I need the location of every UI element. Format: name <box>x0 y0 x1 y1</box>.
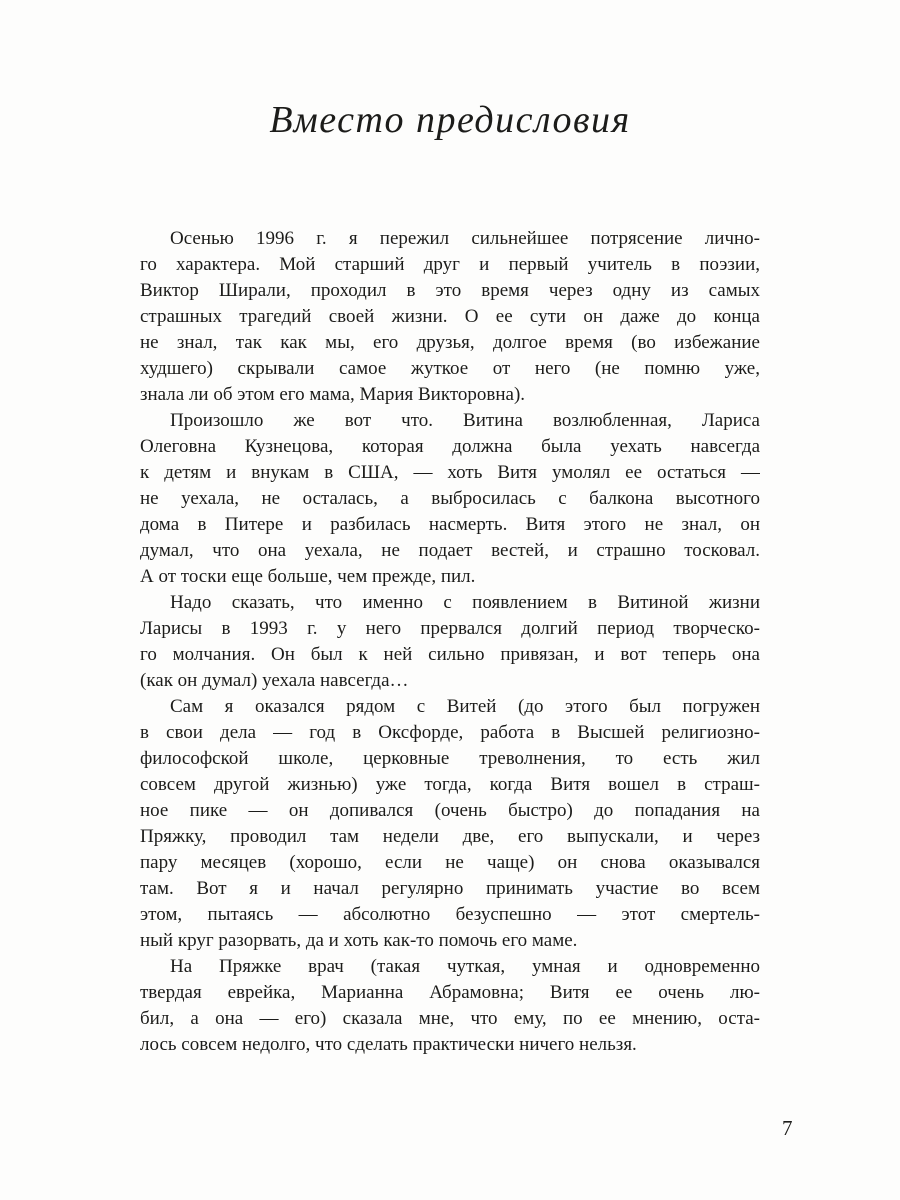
text-line: (как он думал) уехала навсегда… <box>140 670 409 691</box>
text-line: дома в Питере и разбилась насмерть. Витя этого не знал, он <box>140 514 760 535</box>
text-line: го характера. Мой старший друг и первый учитель в поэзии, <box>140 254 760 275</box>
text-line: бил, а она — его) сказала мне, что ему, по ее мнению, оста- <box>140 1008 760 1029</box>
text-line: думал, что она уехала, не подает вестей, и страшно тосковал. <box>140 540 760 561</box>
paragraph <box>140 590 760 694</box>
text-line: не уехала, не осталась, а выбросилась с балкона высотного <box>140 488 760 509</box>
text-line: знала ли об этом его мама, Мария Викторовна). <box>140 384 526 405</box>
text-line: Произошло же вот что. Витина возлюбленная, Лариса <box>170 410 760 431</box>
paragraph <box>140 226 760 408</box>
text-line: Виктор Ширали, проходил в это время через одну из самых <box>140 280 760 301</box>
text-line: ное пике — он допивался (очень быстро) до попадания на <box>140 800 760 821</box>
text-line: На Пряжке врач (такая чуткая, умная и одновременно <box>170 956 760 977</box>
text-line: Осенью 1996 г. я пережил сильнейшее потрясение лично- <box>170 228 760 249</box>
paragraph <box>140 954 760 1058</box>
text-line: этом, пытаясь — абсолютно безуспешно — этот смертель- <box>140 904 760 925</box>
text-line: не знал, так как мы, его друзья, долгое время (во избежание <box>140 332 760 353</box>
text-line: Ларисы в 1993 г. у него прервался долгий период творческо- <box>140 618 760 639</box>
text-line: А от тоски еще больше, чем прежде, пил. <box>140 566 476 587</box>
paragraph <box>140 408 760 590</box>
text-line: философской школе, церковные треволнения, то есть жил <box>140 748 760 769</box>
text-line: худшего) скрывали самое жуткое от него (не помню уже, <box>140 358 760 379</box>
text-line: к детям и внукам в США, — хоть Витя умолял ее остаться — <box>140 462 760 483</box>
text-line: в свои дела — год в Оксфорде, работа в Высшей религиозно- <box>140 722 760 743</box>
text-line: пару месяцев (хорошо, если не чаще) он снова оказывался <box>140 852 760 873</box>
page-number: 7 <box>782 1116 793 1140</box>
text-line: Олеговна Кузнецова, которая должна была уехать навсегда <box>140 436 760 457</box>
chapter-title: Вместо предисловия <box>269 99 631 141</box>
text-line: Сам я оказался рядом с Витей (до этого был погружен <box>170 696 760 717</box>
text-line: го молчания. Он был к ней сильно привязан, и вот теперь она <box>140 644 760 665</box>
text-line: Надо сказать, что именно с появлением в Витиной жизни <box>170 592 760 613</box>
text-line: совсем другой жизнью) уже тогда, когда Витя вошел в страш- <box>140 774 760 795</box>
text-line: твердая еврейка, Марианна Абрамовна; Витя ее очень лю- <box>140 982 760 1003</box>
text-line: ный круг разорвать, да и хоть как-то помочь его маме. <box>140 930 578 951</box>
text-block <box>140 226 760 1058</box>
paragraph <box>140 694 760 954</box>
text-line: лось совсем недолго, что сделать практически ничего нельзя. <box>140 1034 637 1055</box>
text-line: там. Вот я и начал регулярно принимать участие во всем <box>140 878 760 899</box>
text-line: страшных трагедий своей жизни. О ее сути он даже до конца <box>140 306 760 327</box>
text-line: Пряжку, проводил там недели две, его выпускали, и через <box>140 826 760 847</box>
